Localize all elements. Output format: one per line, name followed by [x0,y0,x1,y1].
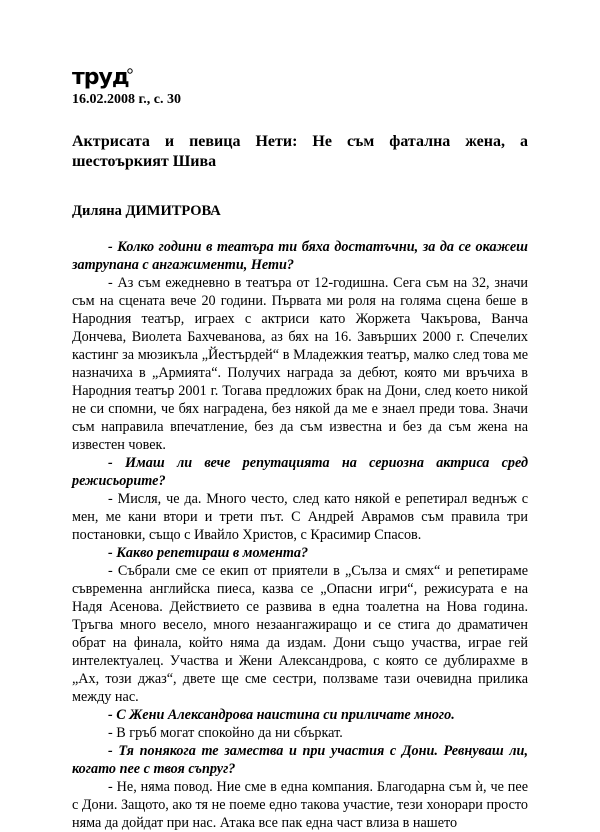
answer-paragraph: - Не, няма повод. Ние сме в една компания. Благодарна съм ѝ, че пее с Дони. Защото, ако тя не поеме едно такова участие, тези хонорари просто няма да дойдат при нас. Атака все пак една част влиза в нашето [72,779,528,831]
article-author: Диляна ДИМИТРОВА [72,203,221,219]
question-paragraph: - Колко години в театъра ти бяха достатъчни, за да се окажеш затрупана с ангажименти, Нети? [72,239,528,273]
question-paragraph: - Имаш ли вече репутацията на сериозна актриса сред режисьорите? [72,455,528,489]
trud-logo [72,64,134,90]
answer-paragraph: - Аз съм ежедневно в театъра от 12-годишна. Сега съм на 32, значи съм на сцената вече 20 години. Първата ми роля на голяма сцена беше в Народния театър, играех с актриси като Жоржета Чакърова, Ванча Дончева, Виолета Бахчеванова, аз бях на 16. Завърших 2000 г. Спечелих кастинг за мюзикъла „Йестърдей“ в Младежкия театър, малко след това ме назначиха в „Армията“. Получих награда за дебют, която ми връчиха в Народния театър 2001 г. Тогава предложих брак на Дони, след което никой не си спомни, че бях наградена, без някой да ме е знаел преди това. Значи съм направила впечатление, без да съм известна и без да съм жена на известен човек. [72,275,528,453]
article-headline: Актрисата и певица Нети: Не съм фатална жена, а шестоъркият Шива [72,133,528,170]
question-paragraph: - Тя понякога те замества и при участия с Дони. Ревнуваш ли, когато пее с твоя съпруг? [72,743,528,777]
answer-paragraph: - Събрали сме се екип от приятели в „Сълза и смях“ и репетираме съвременна английска пиеса, казва се „Опасни игри“, режисурата е на Надя Асенова. Действието се развива в една тоалетна на Нова година. Тръгва много весело, много незаангажиращо и се стига до драматичен обрат на финала, който няма да издам. Дони също участва, играе гей интелектуалец. Участва и Жени Александрова, с която се дублирахме в „Ах, този джаз“, двете ще сме сестри, ползваме тази очевидна прилика между нас. [72,563,528,705]
answer-paragraph: - Мисля, че да. Много често, след като някой е репетирал веднъж с мен, ме кани втори и трети път. С Андрей Аврамов съм правила три постановки, също с Ивайло Христов, с Красимир Спасов. [72,491,528,543]
answer-paragraph: - В гръб могат спокойно да ни сбъркат. [108,725,343,741]
dateline: 16.02.2008 г., с. 30 [72,92,181,107]
article-body [72,238,528,832]
question-paragraph: - Какво репетираш в момента? [108,545,309,561]
document-page [72,64,528,832]
logo-wordmark: труд [72,65,129,90]
question-paragraph: - С Жени Александрова наистина си приличате много. [108,707,455,723]
